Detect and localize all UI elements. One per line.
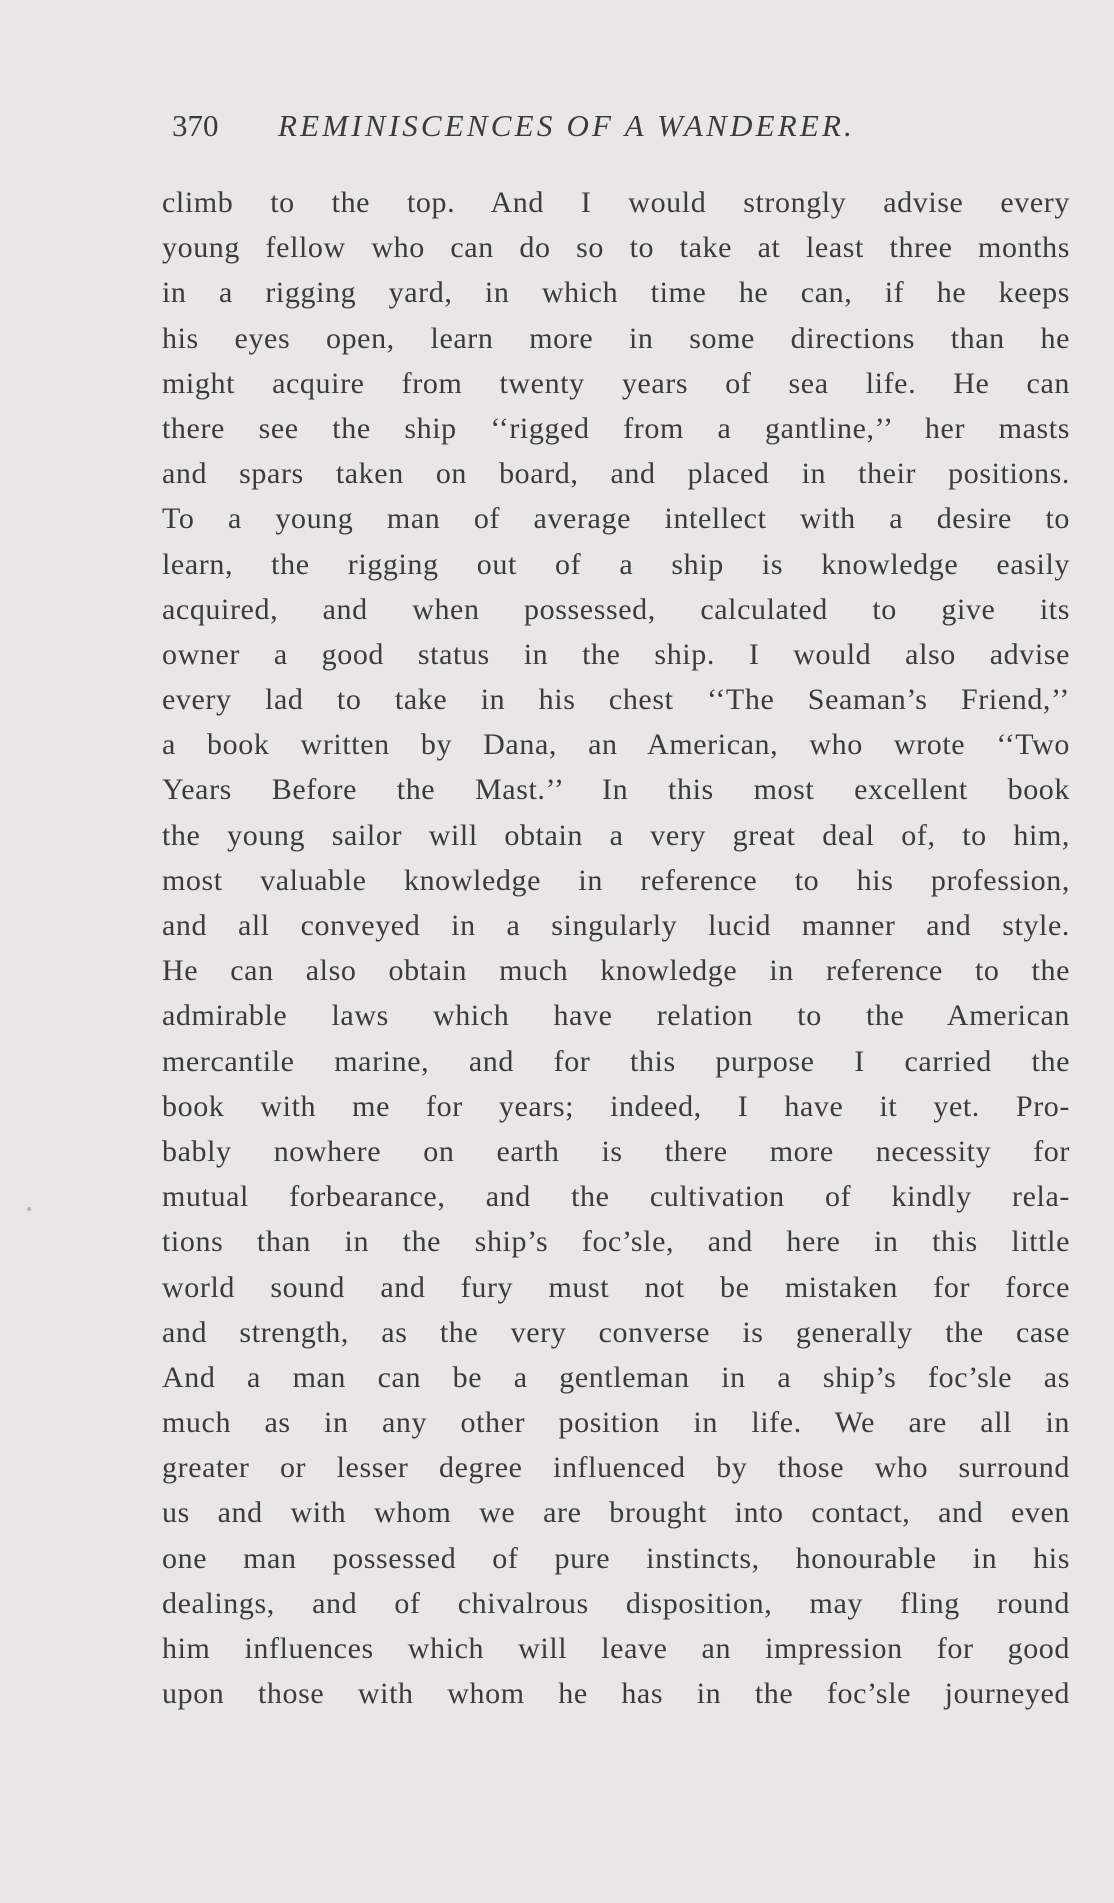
page-number: 370 xyxy=(172,108,219,143)
text-line: and strength, as the very converse is generally the case xyxy=(162,1315,1070,1349)
text-line: in a rigging yard, in which time he can, if he keeps xyxy=(162,276,1070,310)
text-line: And a man can be a gentleman in a ship’s foc’sle as xyxy=(162,1360,1070,1394)
text-line: He can also obtain much knowledge in reference to the xyxy=(162,954,1070,988)
text-line: To a young man of average intellect with a desire to xyxy=(162,502,1070,536)
text-line: one man possessed of pure instincts, honourable in his xyxy=(162,1541,1070,1575)
text-line: dealings, and of chivalrous disposition, may fling round xyxy=(162,1586,1070,1620)
text-line: there see the ship ‘‘rigged from a gantline,’’ her masts xyxy=(162,411,1070,445)
text-line: greater or lesser degree influenced by those who surround xyxy=(162,1451,1070,1485)
paper-speck xyxy=(27,1207,31,1211)
text-line: much as in any other position in life. We are all in xyxy=(162,1406,1070,1440)
page-header xyxy=(172,108,972,152)
text-line: upon those with whom he has in the foc’sle journeyed xyxy=(162,1677,1070,1711)
text-line: might acquire from twenty years of sea life. He can xyxy=(162,366,1070,400)
text-line: him influences which will leave an impression for good xyxy=(162,1632,1070,1665)
text-line: Years Before the Mast.’’ In this most excellent book xyxy=(162,773,1070,807)
text-line: and spars taken on board, and placed in their positions. xyxy=(162,457,1070,491)
text-line: acquired, and when possessed, calculated to give its xyxy=(162,592,1070,626)
text-line: admirable laws which have relation to the American xyxy=(162,999,1070,1033)
text-line: climb to the top. And I would strongly advise every xyxy=(162,186,1070,219)
text-line: world sound and fury must not be mistaken for force xyxy=(162,1270,1070,1304)
text-line: and all conveyed in a singularly lucid manner and style. xyxy=(162,909,1070,942)
text-line: young fellow who can do so to take at least three months xyxy=(162,231,1070,265)
text-line: bably nowhere on earth is there more necessity for xyxy=(162,1134,1070,1168)
text-line: mutual forbearance, and the cultivation of kindly rela- xyxy=(162,1180,1070,1214)
text-line: a book written by Dana, an American, who wrote ‘‘Two xyxy=(162,728,1070,762)
text-line: every lad to take in his chest ‘‘The Seaman’s Friend,’’ xyxy=(162,683,1070,717)
running-head: REMINISCENCES OF A WANDERER. xyxy=(278,108,856,143)
text-line: learn, the rigging out of a ship is knowledge easily xyxy=(162,547,1070,581)
body-text xyxy=(162,180,1070,1716)
text-line: tions than in the ship’s foc’sle, and here in this little xyxy=(162,1225,1070,1259)
text-line: the young sailor will obtain a very great deal of, to him, xyxy=(162,818,1070,852)
text-line: mercantile marine, and for this purpose I carried the xyxy=(162,1044,1070,1078)
text-line: us and with whom we are brought into contact, and even xyxy=(162,1496,1070,1530)
text-line: his eyes open, learn more in some directions than he xyxy=(162,321,1070,355)
text-line: most valuable knowledge in reference to his profession, xyxy=(162,863,1070,897)
text-line: book with me for years; indeed, I have it yet. Pro- xyxy=(162,1089,1070,1123)
text-line: owner a good status in the ship. I would also advise xyxy=(162,637,1070,671)
